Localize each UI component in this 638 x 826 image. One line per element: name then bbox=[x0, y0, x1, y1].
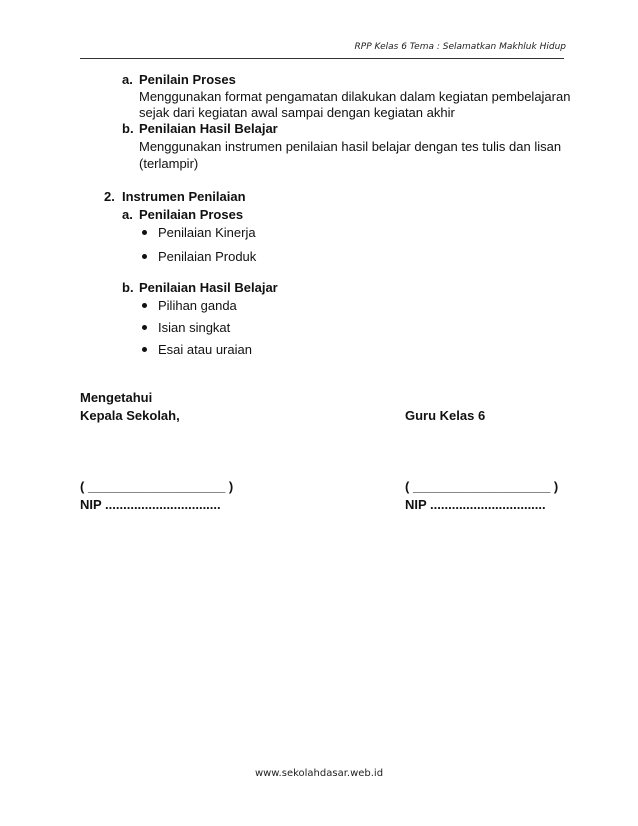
page-header: RPP Kelas 6 Tema : Selamatkan Makhluk Hidup bbox=[354, 42, 566, 52]
bullet-icon bbox=[142, 230, 147, 235]
item-b-text-line2: (terlampir) bbox=[139, 156, 199, 171]
bullet-icon bbox=[142, 347, 147, 352]
section2-b-title: Penilaian Hasil Belajar bbox=[139, 280, 278, 295]
list-item: Penilaian Kinerja bbox=[158, 225, 256, 240]
section2-a-title: Penilaian Proses bbox=[139, 207, 244, 222]
item-a-text-line2: sejak dari kegiatan awal sampai dengan kegiatan akhir bbox=[139, 105, 455, 120]
item-a-marker: a. bbox=[122, 72, 133, 87]
section2-title: Instrumen Penilaian bbox=[122, 189, 246, 204]
header-divider bbox=[80, 58, 564, 59]
item-b-title: Penilaian Hasil Belajar bbox=[139, 121, 278, 136]
left-nip: NIP ................................ bbox=[80, 497, 221, 512]
mengetahui-label: Mengetahui bbox=[80, 390, 153, 405]
item-b-text-line1: Menggunakan instrumen penilaian hasil belajar dengan tes tulis dan lisan bbox=[139, 139, 562, 154]
bullet-icon bbox=[142, 303, 147, 308]
list-item: Penilaian Produk bbox=[158, 249, 257, 264]
right-signatory-role: Guru Kelas 6 bbox=[405, 408, 486, 423]
item-a-text-line1: Menggunakan format pengamatan dilakukan dalam kegiatan pembelajaran bbox=[139, 89, 571, 104]
section2-b-marker: b. bbox=[122, 280, 134, 295]
bullet-icon bbox=[142, 325, 147, 330]
section2-a-marker: a. bbox=[122, 207, 133, 222]
item-b-marker: b. bbox=[122, 121, 134, 136]
list-item: Pilihan ganda bbox=[158, 298, 237, 313]
bullet-icon bbox=[142, 254, 147, 259]
left-signatory-role: Kepala Sekolah, bbox=[80, 408, 180, 423]
right-nip: NIP ................................ bbox=[405, 497, 546, 512]
list-item: Isian singkat bbox=[158, 320, 231, 335]
list-item: Esai atau uraian bbox=[158, 342, 252, 357]
right-name-line: ( ___________________ ) bbox=[405, 479, 559, 494]
section2-marker: 2. bbox=[104, 189, 115, 204]
left-name-line: ( ___________________ ) bbox=[80, 479, 234, 494]
item-a-title: Penilain Proses bbox=[139, 72, 236, 87]
page-footer: www.sekolahdasar.web.id bbox=[254, 768, 384, 779]
